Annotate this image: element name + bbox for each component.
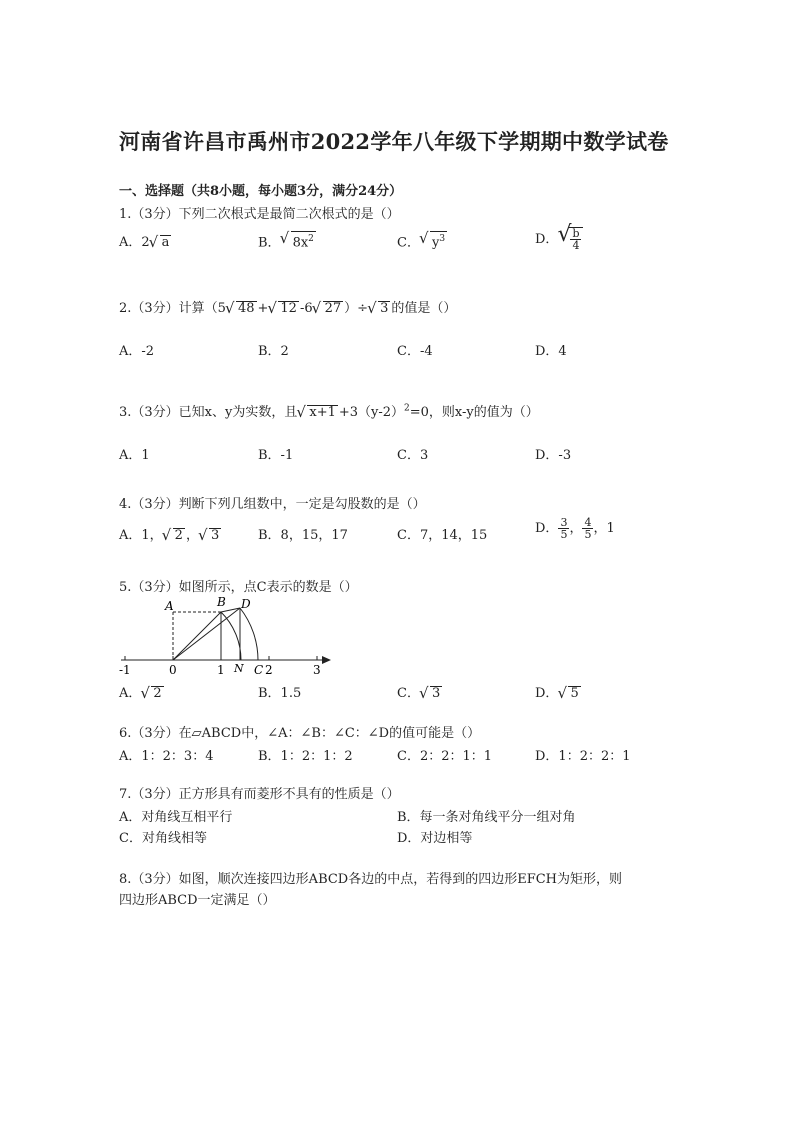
fraction: $\frac{3}{5}$ (560, 516, 568, 541)
tick-label: 1 (217, 663, 225, 677)
question-8-stem-line-1: 8.（3分）如图，顺次连接四边形ABCD各边的中点，若得到的四边形EFCH为矩形，则 (119, 872, 623, 887)
q5-option-a: A．√ 2 (119, 682, 165, 701)
q1-option-d: D． √ $\frac{b}{4}$ (535, 227, 584, 251)
sqrt-symbol: √ 3 (368, 301, 390, 316)
q5-option-d: D．√ 5 (535, 682, 582, 701)
segment-0d (173, 608, 240, 660)
q6-option-d: D．1：2：2：1 (535, 749, 631, 764)
question-1-stem: 1.（3分）下列二次根式是最简二次根式的是（） (119, 207, 400, 222)
q3-option-a: A．1 (119, 448, 150, 463)
q4-option-d: D． $\frac{3}{5}$ ， $\frac{4}{5}$ ，1 (535, 516, 615, 541)
q2-option-d: D．4 (535, 344, 567, 359)
question-8-stem-line-2: 四边形ABCD一定满足（） (119, 893, 276, 908)
q3-option-b: B．-1 (258, 448, 294, 463)
sqrt-symbol: √ $y^3$ (420, 231, 447, 250)
q7-option-a: A．对角线互相平行 (119, 810, 233, 825)
number-line-figure (115, 594, 345, 678)
point-label-n: N (234, 662, 244, 675)
point-label-d: D (241, 597, 251, 611)
q6-option-a: A．1：2：3：4 (119, 749, 214, 764)
section-heading: 一、选择题（共8小题，每小题3分，满分24分） (119, 184, 403, 199)
tick-label: 0 (169, 663, 177, 677)
sqrt-symbol: √ x+1 (297, 405, 338, 420)
axis-arrow (322, 656, 331, 664)
point-label-c: C (254, 663, 264, 677)
sqrt-symbol: √ $8x^2$ (281, 231, 316, 250)
sqrt-symbol: √ a (150, 235, 172, 250)
q4-option-c: C．7，14，15 (397, 528, 488, 543)
sqrt-symbol: √ 48 (226, 301, 257, 316)
q3-option-d: D．-3 (535, 448, 572, 463)
point-label-a: A (165, 599, 174, 613)
q4-option-b: B．8，15，17 (258, 528, 348, 543)
tick-label: -1 (119, 663, 131, 677)
fraction: $\frac{4}{5}$ (584, 516, 592, 541)
question-2-stem: 2.（3分）计算（5√ 48 +√ 12 -6√ 27 ）÷√ 3 的值是（） (119, 297, 456, 316)
q6-option-b: B．1：2：1：2 (258, 749, 353, 764)
sqrt-symbol: √ 3 (420, 686, 442, 701)
sqrt-symbol: √ 5 (558, 686, 580, 701)
question-6-stem: 6.（3分）在▱ABCD中，∠A：∠B：∠C：∠D的值可能是（） (119, 726, 481, 741)
sqrt-symbol: √ 2 (163, 528, 185, 543)
question-4-stem: 4.（3分）判断下列几组数中，一定是勾股数的是（） (119, 497, 426, 512)
q4-option-a: A．1，√ 2 ，√ 3 (119, 524, 222, 543)
question-3-stem: 3.（3分）已知x、y为实数，且√ $x+1 +3(y-2)^2=0$，则x-y的值为（） (119, 401, 539, 420)
sqrt-symbol: √ $\frac{b}{4}$ (558, 227, 583, 251)
q7-option-b: B．每一条对角线平分一组对角 (397, 810, 576, 825)
arc-dc (240, 608, 258, 660)
q2-option-c: C．-4 (397, 344, 433, 359)
q6-option-c: C．2：2：1：1 (397, 749, 493, 764)
q7-option-c: C．对角线相等 (119, 831, 207, 846)
sqrt-symbol: √ 27 (313, 301, 344, 316)
sqrt-symbol: √ 12 (268, 301, 299, 316)
q1-option-a: A．2√ a (119, 231, 172, 250)
segment-0b (173, 612, 221, 660)
q5-option-c: C．√ 3 (397, 682, 443, 701)
arc-bn (221, 612, 241, 660)
q1-option-c: C．√ $y^3$ (397, 231, 448, 250)
page-title: 河南省许昌市禹州市2022学年八年级下学期期中数学试卷 (119, 129, 669, 154)
q2-option-b: B．2 (258, 344, 289, 359)
question-7-stem: 7.（3分）正方形具有而菱形不具有的性质是（） (119, 787, 400, 802)
question-5-stem: 5.（3分）如图所示，点C表示的数是（） (119, 580, 358, 595)
sqrt-symbol: √ 3 (199, 528, 221, 543)
q5-option-b: B．1.5 (258, 686, 302, 701)
sqrt-symbol: √ 2 (141, 686, 163, 701)
tick-label: 3 (313, 663, 321, 677)
q2-option-a: A．-2 (119, 344, 155, 359)
q7-option-d: D．对边相等 (397, 831, 473, 846)
q1-option-b: B．√ $8x^2$ (258, 231, 317, 250)
q3-option-c: C．3 (397, 448, 429, 463)
point-label-b: B (217, 595, 226, 609)
tick-label: 2 (265, 663, 273, 677)
